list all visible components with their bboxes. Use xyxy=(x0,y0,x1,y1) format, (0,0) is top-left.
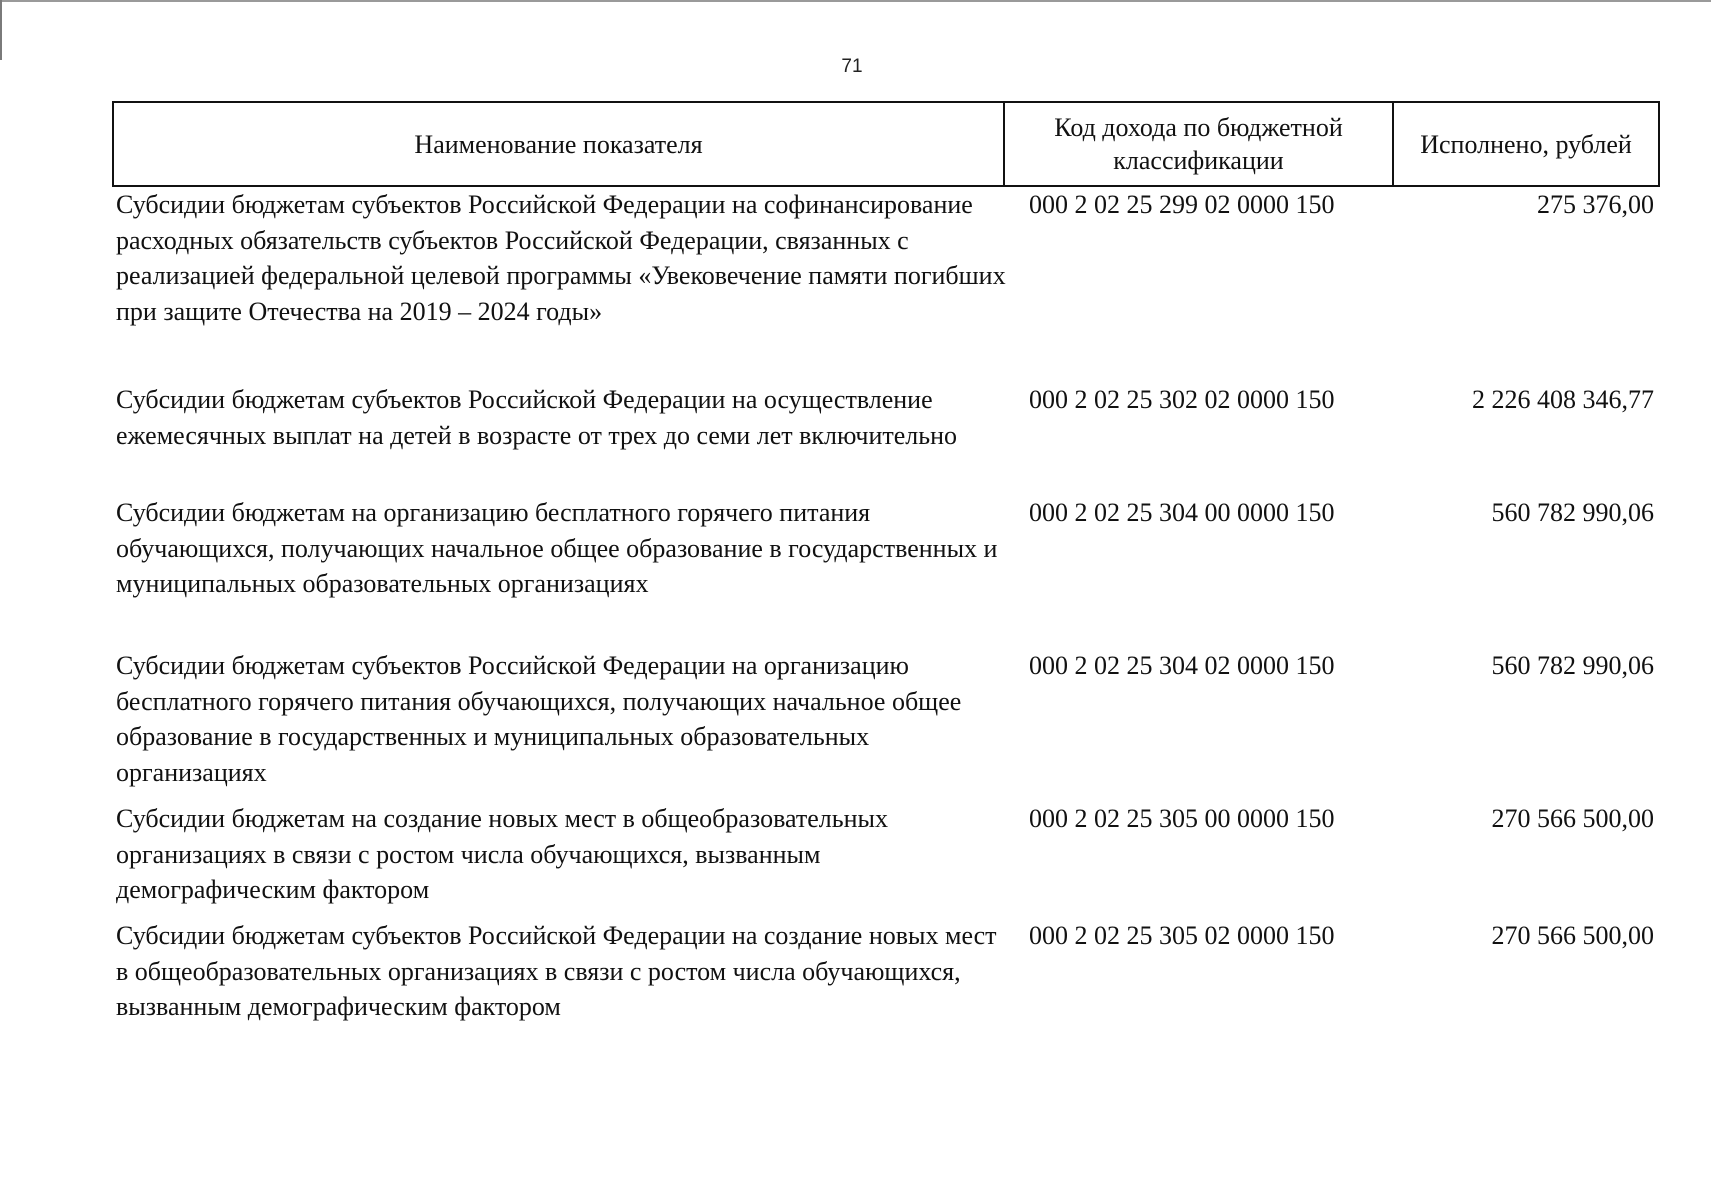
row-amount: 275 376,00 xyxy=(1537,190,1654,219)
row-name: Субсидии бюджетам на создание новых мест в общеобразовательных организациях в связи с ростом числа обучающихся, вызванным демографическим фактором xyxy=(116,804,888,904)
header-name: Наименование показателя xyxy=(414,129,703,159)
row-code: 000 2 02 25 305 02 0000 150 xyxy=(1029,921,1335,950)
row-name: Субсидии бюджетам субъектов Российской Федерации на софинансирование расходных обязательств субъектов Российской Федерации, связанных с реализацией федеральной целевой программы «Увековечение памяти погибших при защите Отечества на 2019 – 2024 годы» xyxy=(116,190,1006,326)
row-code: 000 2 02 25 305 00 0000 150 xyxy=(1029,804,1335,833)
row-amount: 560 782 990,06 xyxy=(1491,498,1654,527)
table-header xyxy=(112,101,1660,187)
row-code: 000 2 02 25 302 02 0000 150 xyxy=(1029,385,1335,414)
header-executed: Исполнено, рублей xyxy=(1392,103,1658,185)
page-left-edge xyxy=(0,0,2,60)
row-amount: 270 566 500,00 xyxy=(1491,921,1654,950)
row-name: Субсидии бюджетам на организацию бесплатного горячего питания обучающихся, получающих начальное общее образование в государственных и муниципальных образовательных организациях xyxy=(116,498,998,598)
row-name: Субсидии бюджетам субъектов Российской Федерации на организацию бесплатного горячего питания обучающихся, получающих начальное общее образование в государственных и муниципальных образовательных организациях xyxy=(116,651,962,787)
header-code: Код дохода по бюджетной классификации xyxy=(1003,103,1392,185)
page-number: 71 xyxy=(841,56,863,77)
row-name: Субсидии бюджетам субъектов Российской Федерации на осуществление ежемесячных выплат на детей в возрасте от трех до семи лет включительно xyxy=(116,385,958,450)
row-code: 000 2 02 25 304 00 0000 150 xyxy=(1029,498,1335,527)
page-top-edge xyxy=(0,0,1711,2)
row-code: 000 2 02 25 304 02 0000 150 xyxy=(1029,651,1335,680)
row-code: 000 2 02 25 299 02 0000 150 xyxy=(1029,190,1335,219)
row-amount: 2 226 408 346,77 xyxy=(1472,385,1654,414)
row-amount: 560 782 990,06 xyxy=(1491,651,1654,680)
row-name: Субсидии бюджетам субъектов Российской Федерации на создание новых мест в общеобразовательных организациях в связи с ростом числа обучающихся, вызванным демографическим фактором xyxy=(116,921,997,1021)
row-amount: 270 566 500,00 xyxy=(1491,804,1654,833)
